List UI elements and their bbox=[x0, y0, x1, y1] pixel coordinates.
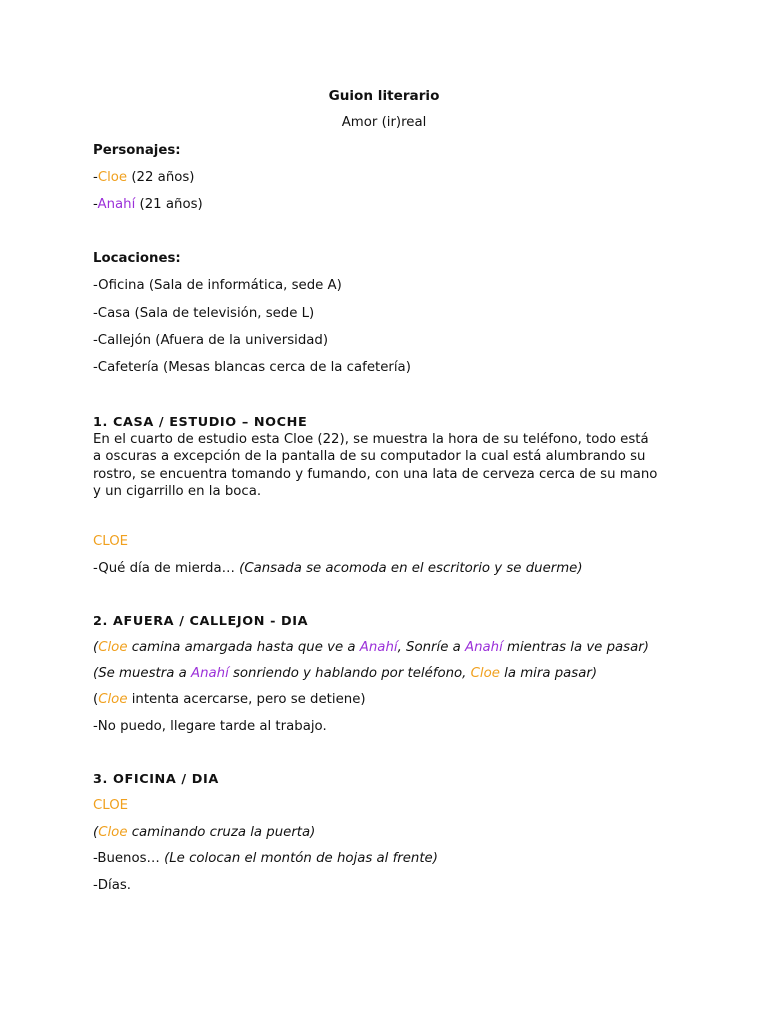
document-subtitle: Amor (ir)real bbox=[341, 115, 427, 130]
scene-3-speaker: CLOE bbox=[93, 798, 129, 813]
scene-3-action-1: (Cloe caminando cruza la puerta) bbox=[93, 825, 316, 840]
personajes-heading: Personajes: bbox=[93, 143, 181, 158]
character-cloe: -Cloe (22 años) bbox=[93, 170, 195, 185]
document-title: Guion literario bbox=[328, 88, 440, 104]
scene-1-speaker: CLOE bbox=[93, 534, 129, 549]
character-name: Anahí bbox=[97, 197, 136, 212]
location-item: -Casa (Sala de televisión, sede L) bbox=[93, 306, 315, 321]
location-item: -Oficina (Sala de informática, sede A) bbox=[93, 278, 342, 293]
scene-3-heading: 3. OFICINA / DIA bbox=[93, 772, 219, 787]
locaciones-heading: Locaciones: bbox=[93, 251, 181, 266]
scene-2-heading: 2. AFUERA / CALLEJON - DIA bbox=[93, 614, 309, 629]
location-item: -Callejón (Afuera de la universidad) bbox=[93, 333, 329, 348]
location-item: -Cafetería (Mesas blancas cerca de la cafetería) bbox=[93, 360, 411, 375]
scene-2-action-2: (Se muestra a Anahí sonriendo y hablando por teléfono, Cloe la mira pasar) bbox=[93, 666, 598, 681]
character-name: Cloe bbox=[97, 170, 128, 185]
scene-1-dialogue: -Qué día de mierda… (Cansada se acomoda en el escritorio y se duerme) bbox=[93, 561, 583, 576]
scene-2-action-1: (Cloe camina amargada hasta que ve a Anahí, Sonríe a Anahí mientras la ve pasar) bbox=[93, 640, 649, 655]
scene-1-description: En el cuarto de estudio esta Cloe (22), se muestra la hora de su teléfono, todo está a oscuras a excepción de la pantalla de su computador la cual está alumbrando su rostro, se encuentra tomando y fumando, con una lata de cerveza cerca de su mano y un cigarrillo en la boca. bbox=[93, 432, 658, 499]
scene-1-heading: 1. CASA / ESTUDIO – NOCHE bbox=[93, 415, 308, 430]
scene-2-action-3: (Cloe intenta acercarse, pero se detiene) bbox=[93, 692, 366, 707]
scene-3-dialogue-2: -Días. bbox=[93, 878, 132, 893]
scene-2-dialogue: -No puedo, llegare tarde al trabajo. bbox=[93, 719, 327, 734]
character-anahi: -Anahí (21 años) bbox=[93, 197, 203, 212]
scene-3-dialogue-1: -Buenos… (Le colocan el montón de hojas al frente) bbox=[93, 851, 438, 866]
